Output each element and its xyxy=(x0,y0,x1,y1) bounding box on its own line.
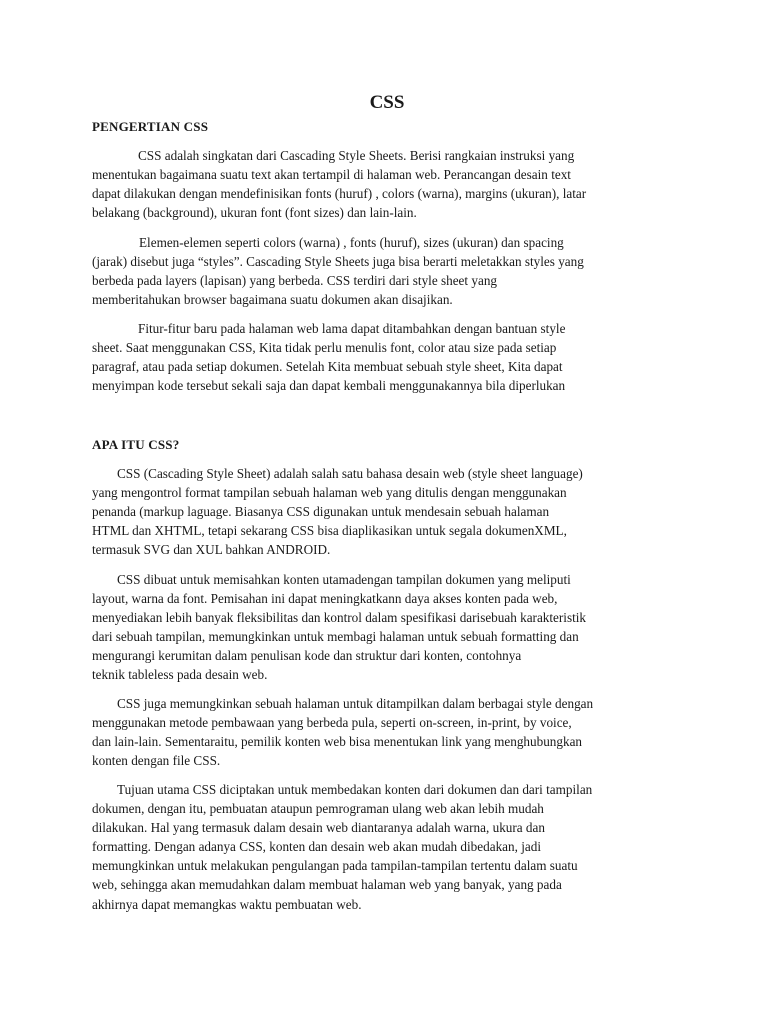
paragraph xyxy=(92,319,682,395)
document-title: CSS xyxy=(369,92,405,113)
paragraph-line: menggunakan metode pembawaan yang berbeda pula, seperti on-screen, in-print, by voice, xyxy=(92,715,572,731)
paragraph-line: formatting. Dengan adanya CSS, konten dan desain web akan mudah dibedakan, jadi xyxy=(92,839,541,855)
paragraph xyxy=(92,464,682,559)
paragraph-line: web, sehingga akan memudahkan dalam membuat halaman web yang banyak, yang pada xyxy=(92,877,562,893)
paragraph-line: paragraf, atau pada setiap dokumen. Setelah Kita membuat sebuah style sheet, Kita dapat xyxy=(92,359,563,375)
section-heading-apa-itu: APA ITU CSS? xyxy=(92,437,180,452)
paragraph-line: yang mengontrol format tampilan sebuah halaman web yang ditulis dengan menggunakan xyxy=(92,485,567,501)
paragraph-line: menyimpan kode tersebut sekali saja dan dapat kembali menggunakannya bila diperlukan xyxy=(92,378,566,394)
paragraph-line: berbeda pada layers (lapisan) yang berbeda. CSS terdiri dari style sheet yang xyxy=(92,273,498,289)
paragraph-line: layout, warna da font. Pemisahan ini dapat meningkatkann daya akses konten pada web, xyxy=(92,591,558,607)
paragraph-line: Elemen-elemen seperti colors (warna) , fonts (huruf), sizes (ukuran) dan spacing xyxy=(139,235,564,250)
paragraph-line: dan lain-lain. Sementaraitu, pemilik konten web bisa menentukan link yang menghubungkan xyxy=(92,734,583,750)
paragraph-line: Tujuan utama CSS diciptakan untuk membedakan konten dari dokumen dan dari tampilan xyxy=(117,782,593,797)
paragraph-line: termasuk SVG dan XUL bahkan ANDROID. xyxy=(92,542,331,558)
paragraph-line: CSS (Cascading Style Sheet) adalah salah satu bahasa desain web (style sheet language) xyxy=(117,466,583,481)
paragraph xyxy=(92,570,682,685)
paragraph-line: CSS juga memungkinkan sebuah halaman untuk ditampilkan dalam berbagai style dengan xyxy=(117,696,594,711)
paragraph-line: dokumen, dengan itu, pembuatan ataupun pemrograman ulang web akan lebih mudah xyxy=(92,801,544,817)
paragraph-line: mengurangi kerumitan dalam penulisan kode dan struktur dari konten, contohnya xyxy=(92,648,522,664)
document-page xyxy=(92,0,682,1024)
paragraph-line: akhirnya dapat memangkas waktu pembuatan web. xyxy=(92,896,362,912)
paragraph-line: dari sebuah tampilan, memungkinkan untuk membagi halaman untuk sebuah formatting dan xyxy=(92,629,579,645)
paragraph-line: menyediakan lebih banyak fleksibilitas dan kontrol dalam spesifikasi darisebuah karakteristik xyxy=(92,610,587,626)
paragraph-line: menentukan bagaimana suatu text akan tertampil di halaman web. Perancangan desain text xyxy=(92,167,571,183)
paragraph-line: HTML dan XHTML, tetapi sekarang CSS bisa diaplikasikan untuk segala dokumenXML, xyxy=(92,523,567,539)
paragraph-line: Fitur-fitur baru pada halaman web lama dapat ditambahkan dengan bantuan style xyxy=(138,321,566,336)
paragraph-line: (jarak) disebut juga “styles”. Cascading Style Sheets juga bisa berarti meletakkan styles yang xyxy=(92,254,584,270)
paragraph-line: CSS adalah singkatan dari Cascading Style Sheets. Berisi rangkaian instruksi yang xyxy=(138,148,575,163)
paragraph xyxy=(92,780,682,914)
paragraph-line: dilakukan. Hal yang termasuk dalam desain web diantaranya adalah warna, ukura dan xyxy=(92,820,545,836)
paragraph-line: sheet. Saat menggunakan CSS, Kita tidak perlu menulis font, color atau size pada setiap xyxy=(92,340,557,356)
paragraph-line: CSS dibuat untuk memisahkan konten utamadengan tampilan dokumen yang meliputi xyxy=(117,572,571,587)
paragraph-line: teknik tableless pada desain web. xyxy=(92,667,268,683)
paragraph-line: konten dengan file CSS. xyxy=(92,753,221,769)
paragraph-line: dapat dilakukan dengan mendefinisikan fonts (huruf) , colors (warna), margins (ukuran), latar xyxy=(92,186,587,202)
paragraph-line: belakang (background), ukuran font (font sizes) dan lain-lain. xyxy=(92,205,417,221)
section-heading-pengertian: PENGERTIAN CSS xyxy=(92,119,209,134)
paragraph xyxy=(92,233,682,309)
paragraph-line: memberitahukan browser bagaimana suatu dokumen akan disajikan. xyxy=(92,292,453,308)
paragraph xyxy=(92,146,682,222)
paragraph-line: penanda (markup laguage. Biasanya CSS digunakan untuk mendesain sebuah halaman xyxy=(92,504,550,520)
paragraph-line: memungkinkan untuk melakukan pengulangan pada tampilan-tampilan tertentu dalam suatu xyxy=(92,858,578,874)
paragraph xyxy=(92,694,682,770)
